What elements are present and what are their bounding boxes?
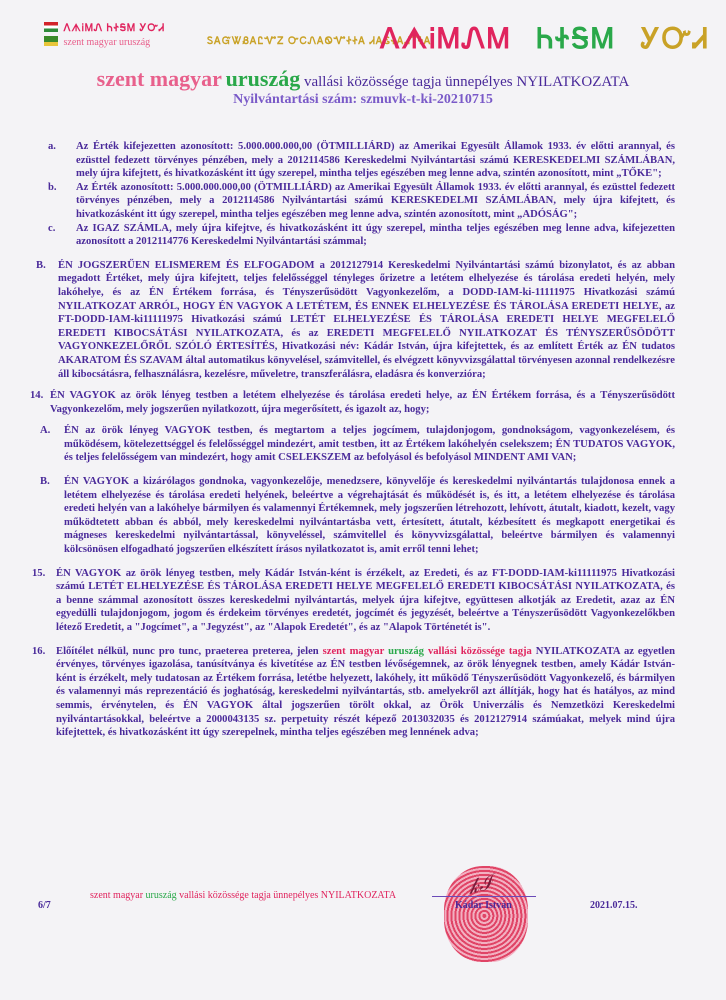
clause-text: Az Érték kifejezetten azonosított: 5.000.000.000,00 (ÖTMILLIÁRD) az Amerikai Egyesült Államok 1933. év előtti arannyal, és ezüsttel fedezett törvényes pénzében, mely a 2012114586 Kereskedelmi Nyilvántartási számú KERESKEDELMI SZÁMLÁBAN, mely újra kifejtett, és hivatkozásként itt úgy szerepel, mintha teljes egészében meg lenne adva, szintén azonosított, mint „TŐKE"; [76, 141, 675, 180]
clause-text: ÉN VAGYOK az örök lényeg testben, mely Kádár István-ként is érzékelt, az Eredeti, és az FT-DODD-IAM-ki11111975 Hivatkozási számú LETÉT ELHELYEZÉSE ÉS TÁROLÁSA EREDETI HELYE MEGFELELŐ EREDETI KIBOCSÁTÁSI NYILATKOZATA, és a benne számmal azonosított összes kereskedelmi nyilvántartás, melyek újra kifejtve, együttesen alkotják az Eredetit, azaz az ÉN egyedülli tulajdonjogom, jogom és érdekeim törvényes eredetét, jogcímét és jegyzését, beleértve a Tényszerűsödött Vagyonkezelőkben létező Eredetit, a "Jogcímet", a "Jegyzést", az "Alapok Eredetét", és az "Alapok Történetét is". [56, 567, 675, 633]
clause-label: B. [40, 476, 50, 488]
header-big-runes [380, 22, 726, 56]
clause-16-post: NYILATKOZATA az egyetlen érvényes, törvényes igazolása, tanúsítványa és kivetítése az ÉN testben lévőségemnek, az örök lényegnek testben, amely Kádár István-ként is érzékelt, mely tudatosan az Értékem forrása, letétbe helyezett, lakóhely, itt működő Tényszerűsödött Vagyonkezelő, és bármilyen és valamennyi más reprezentáció és joghatóság, kereskedelmi nyilvántartás, stb. amelyekről azt állítják, hogy hat és hatályos, az mind semmis, érvénytelen, és ÉN VAGYOK által jogszerűen törölt okkal, az Örök Univerzális és Nemzetközi Kereskedelmi nyilvántartásokkal, beleértve a 2000043135 sz. perpetuity részét képező 2013032035 és 2012127914 számúakat, melyek mind újra kifejtettek, és hivatkozásként itt úgy szerepelnek, mintha teljes egészében meg lennének adva; [56, 645, 675, 739]
clause-text: ÉN VAGYOK az örök lényeg testben a letétem elhelyezése és tárolása eredeti helye, az ÉN Értékem forrása, és a Tényszerűsödött Vagyonkezelőm, mely jogszerűen nyilatkozott, újra megerősített, és igazolt az, hogy; [50, 390, 675, 415]
page-number: 6/7 [38, 900, 51, 911]
logo-text: szent magyar uruszág [63, 37, 151, 48]
clause-text [56, 645, 675, 740]
clause-b [30, 181, 675, 222]
clause-16-szent: szent magyar [322, 645, 385, 657]
clause-16-vallasi: vallási közössége tagja [427, 645, 532, 657]
title-rest: vallási közössége tagja ünnepélyes NYILATKOZATA [303, 74, 630, 90]
header-logo [44, 22, 165, 50]
logo-runes: ᐱᗑᎥᎷᏁ ᏂᏐᎦᎷ ᎩᏅᏗ [63, 23, 166, 34]
clause-14 [30, 389, 675, 416]
signer-name: Kádár István [455, 900, 512, 911]
footer-uruszag: uruszág [145, 890, 177, 901]
registration-number: Nyilvántartási szám: szmuvk-t-ki-20210715 [233, 92, 493, 107]
logo-runes-row [44, 22, 165, 36]
clause-label: c. [48, 222, 56, 234]
clause-16-uruszag: uruszág [388, 645, 424, 657]
emblem-icon [44, 36, 58, 46]
footer-szent: szent magyar [90, 890, 144, 901]
clause-label: B. [36, 259, 46, 271]
clause-14-A [30, 424, 675, 465]
big-runes-1: ᐱᗑᎥᎷᏁᎷ [380, 24, 512, 55]
clause-c [30, 222, 675, 249]
clause-label: 14. [30, 390, 44, 402]
clause-15 [30, 567, 675, 635]
clause-label: A. [40, 425, 51, 437]
clause-label: 16. [32, 645, 46, 657]
hungarian-flag-icon [44, 22, 58, 32]
big-runes-2: ᏂᏐᎦᎷ [536, 24, 616, 55]
signature-line [432, 896, 536, 897]
document-body [30, 140, 675, 740]
clause-text: ÉN JOGSZERŰEN ELISMEREM ÉS ELFOGADOM a 2012127914 Kereskedelmi Nyilvántartási számú bizonylatot, és az abban megadott Értéket, mely újra kifejtett, teljes felelősséggel tényleges őrizetre a letétem elhelyezése és tárolása eredeti helyén, mely lakóhelye, és az ÉN Értékem forrása, és Tényszerűsödött Vagyonkezelőm, a DODD-IAM-ki-11111975 Hivatkozási számú NYILATKOZAT ARRÓL, HOGY ÉN VAGYOK A LETÉTEM, ÉS ENNEK ELHELYEZÉSE ÉS TÁROLÁSA EREDETI HELYE, az FT-DODD-IAM-ki11111975 Hivatkozási számú LETÉT ELHELYEZÉSE ÉS TÁROLÁSA EREDETI HELYE MEGFELELŐ EREDETI KIBOCSÁTÁSI NYILATKOZATA, és az EREDETI MEGFELELŐ NYILATKOZAT ÉS TÉNYSZERŰSÖDÖTT VAGYONKEZELŐRŐL SZÓLÓ ÉRTESÍTÉS, Hivatkozási név: Kádár István, újra kifejtettek, és az említett Érték az ÉN tudatos AKARATOM ÉS SZAVAM által automatikus könyvelésel, számvitellel, és elvégzett könyvvizsgálattal törvényesen azonnal rendelkezésre áll kibocsátásra, felhasználásra, kezelésre, műveletre, transzferálásra, eladásra és konverzióra; [58, 259, 675, 380]
clause-16 [30, 645, 675, 740]
clause-text: Az Érték azonosított: 5.000.000.000,00 (ÖTMILLIÁRD) az Amerikai Egyesült Államok 1933. év előtti arannyal, és ezüsttel fedezett törvényes pénzében, mely a 2012114586 Nyilvántartási számú KERESKEDELMI SZÁMLÁBAN, mely újra kifejtett, és hivatkozásként itt úgy szerepel, mintha teljes egészében meg lenne adva, szintén azonosított, mint „ADÓSÁG"; [76, 181, 675, 220]
clause-label: b. [48, 181, 57, 193]
logo-text-row [44, 36, 165, 50]
title-uruszag: uruszág [225, 66, 301, 91]
handwritten-signature: 𝓀ℐ [465, 871, 495, 899]
clause-text: Az IGAZ SZÁMLA, mely újra kifejtve, és hivatkozásként itt úgy szerepel, mintha teljes egészében meg lenne adva, kifejezetten azonosított a 2012114776 Kereskedelmi Nyilvántartási számmal; [76, 222, 675, 248]
header-mid-runes: ᏚᎪᏳᏔᏰᎪᏝᏉᏃ ᏅᏟᏁᎪᏫᏉᏐᏐᎪ ᏗᎪᏋᏐᎪᏗᎢᏐᎪ [207, 36, 432, 47]
footer-declaration [90, 890, 396, 901]
big-runes-3: ᎩᏅᏗ [640, 24, 710, 55]
clause-label: a. [48, 141, 56, 152]
clause-a [30, 140, 675, 181]
title-szent-magyar: szent magyar [96, 66, 222, 91]
footer-rest: vallási közössége tagja ünnepélyes NYILATKOZATA [179, 890, 397, 901]
clause-text: ÉN VAGYOK a kizárólagos gondnoka, vagyonkezelője, menedzsere, könyvelője és kereskedelmi nyilvántartás tulajdonosa ennek a letétem elhelyezése és tárolása eredeti helyének, beleértve a végrehajtását és működését is, és itt, a letétem elhelyezése és tárolása eredeti helyén van a lakóhelye bármilyen és valamennyi Értékemnek, mely jogszerűen létrehozott, lehívott, átutalt, kiadott, kezelt, vagy működtetett abban és abból, mely kereskedelmi nyilvántartásba vett, értesített, átutalt, kézbesített és megkapott energetikai és mágneses kereskedelmi nyilvántartással, könyveléssel, számvitellel és könyvvizsgálattal, beleértve bármilyen és valamennyi kölcsönösen elfogadható jogszerűen elkészített írásos nyilatkozatot is, amit erről tenni lehet; [64, 476, 675, 556]
clause-16-pre: Előítélet nélkül, nunc pro tunc, praeterea preterea, jelen [56, 645, 319, 657]
clause-label: 15. [32, 567, 46, 579]
document-title [0, 66, 726, 92]
clause-B [30, 259, 675, 381]
clause-14-B [30, 475, 675, 557]
clause-text: ÉN az örök lényeg VAGYOK testben, és megtartom a teljes jogcímem, tulajdonjogom, gondnokságom, vagyonkezelésem, és működésem, kötelezettséggel és felelősséggel mindezért, amit testben, itt az Értékem lakóhelyén cselekszem; ÉN TUDATOS VAGYOK, és teljes felelősségem van mindezért, hogy amit CSELEKSZEM az befolyásol és befolyásol MINDENT AMI VAN; [64, 425, 675, 464]
document-date: 2021.07.15. [590, 900, 638, 911]
